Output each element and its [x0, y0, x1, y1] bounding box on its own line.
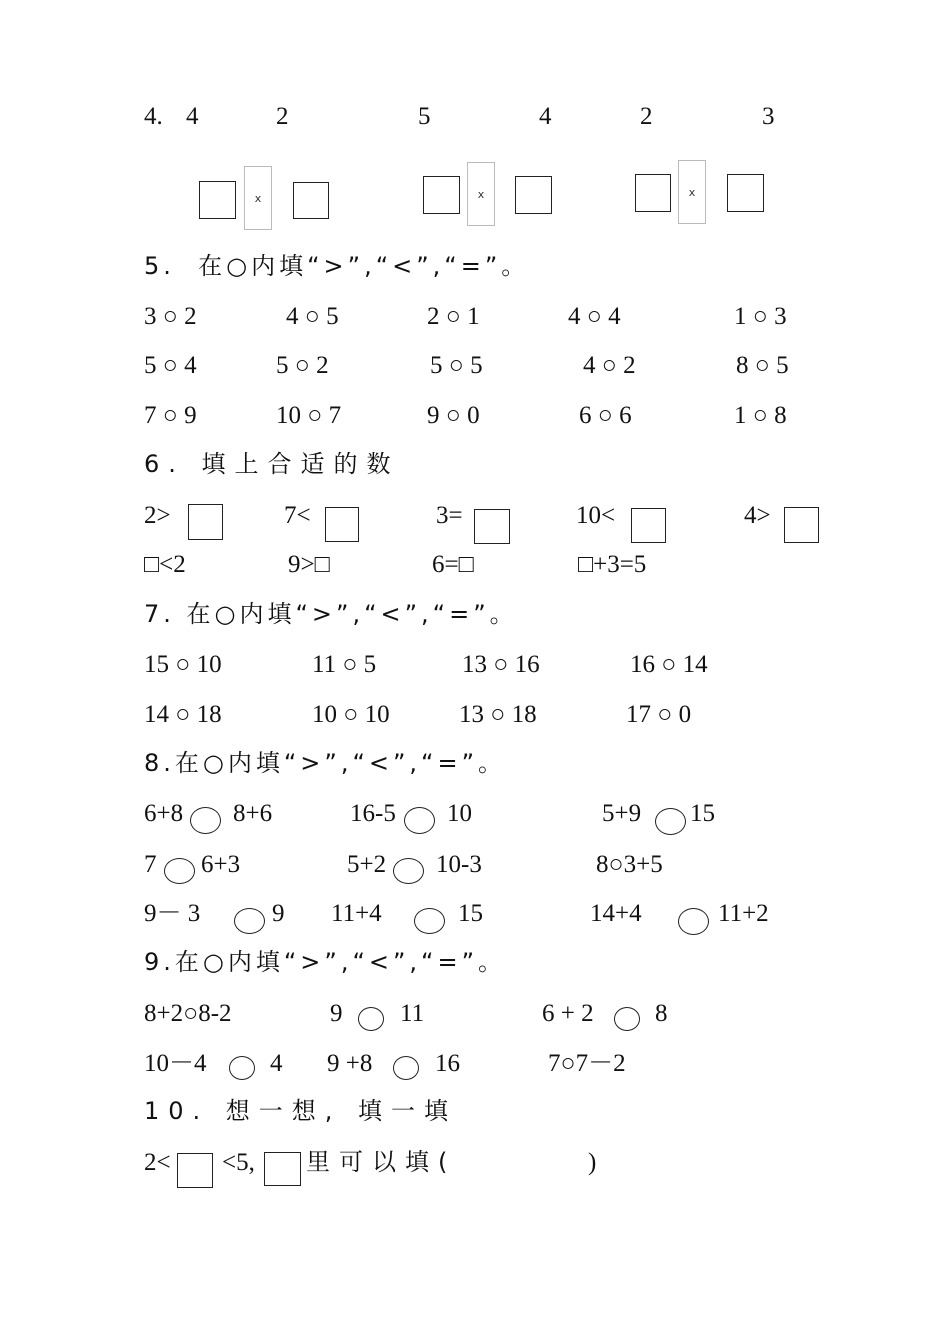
- q6-item: 6=□: [432, 551, 474, 578]
- q8-expr: 11+4: [331, 900, 382, 927]
- q8-expr: 15: [690, 800, 715, 827]
- answer-box[interactable]: [631, 508, 666, 543]
- q4-num-5: 2: [640, 103, 653, 130]
- q5-title: 5. 在○内填“>”,“<”,“=”。: [144, 252, 530, 280]
- q8-expr: 9: [272, 900, 285, 927]
- q8-expr: 6+3: [201, 851, 241, 878]
- q5-item: 3 ○ 2: [144, 303, 197, 330]
- q7-item: 14 ○ 18: [144, 701, 222, 728]
- q5-item: 1 ○ 8: [734, 402, 787, 429]
- compare-circle[interactable]: [234, 908, 265, 934]
- answer-blank[interactable]: [480, 1150, 585, 1180]
- q4-label: 4.: [144, 103, 163, 130]
- q8-expr: 15: [458, 900, 483, 927]
- q7-item: 17 ○ 0: [626, 701, 692, 728]
- q6-item: 10<: [576, 502, 616, 529]
- q10-title: 10. 想一想, 填一填: [144, 1097, 458, 1125]
- q9-expr: 4: [270, 1050, 283, 1077]
- answer-box[interactable]: [727, 174, 764, 212]
- compare-circle[interactable]: [655, 808, 686, 835]
- q5-item: 7 ○ 9: [144, 402, 197, 429]
- operator-hint-box: [678, 160, 706, 224]
- q9-expr: 16: [435, 1050, 460, 1077]
- hint-glyph: ⅹ: [477, 187, 485, 201]
- compare-circle[interactable]: [393, 1056, 419, 1080]
- q7-item: 16 ○ 14: [630, 651, 708, 678]
- q5-item: 10 ○ 7: [276, 402, 342, 429]
- q5-item: 5 ○ 2: [276, 352, 329, 379]
- q8-expr: 7: [144, 851, 157, 878]
- answer-box[interactable]: [264, 1152, 301, 1186]
- answer-box[interactable]: [423, 176, 460, 214]
- answer-box[interactable]: [474, 509, 510, 544]
- q8-expr: 5+2: [347, 851, 387, 878]
- q10-text: <5,: [222, 1149, 255, 1176]
- answer-box[interactable]: [784, 507, 819, 543]
- answer-box[interactable]: [188, 504, 223, 540]
- q7-item: 15 ○ 10: [144, 651, 222, 678]
- q9-expr: 8+2○8-2: [144, 1000, 232, 1027]
- compare-circle[interactable]: [404, 807, 435, 834]
- answer-box[interactable]: [293, 182, 329, 219]
- q6-item: 2>: [144, 502, 171, 529]
- q5-item: 9 ○ 0: [427, 402, 480, 429]
- q5-item: 8 ○ 5: [736, 352, 789, 379]
- q6-item: □+3=5: [578, 551, 647, 578]
- q8-expr: 8+6: [233, 800, 273, 827]
- q6-item: 7<: [284, 502, 311, 529]
- compare-circle[interactable]: [358, 1007, 384, 1031]
- q8-expr: 9－ 3: [144, 900, 201, 927]
- operator-hint-box: [467, 162, 495, 226]
- q6-title: 6. 填上合适的数: [144, 450, 400, 478]
- q5-item: 4 ○ 2: [583, 352, 636, 379]
- compare-circle[interactable]: [164, 858, 195, 884]
- q9-expr: 9: [330, 1000, 343, 1027]
- q7-item: 13 ○ 18: [459, 701, 537, 728]
- q5-item: 2 ○ 1: [427, 303, 480, 330]
- answer-box[interactable]: [177, 1153, 213, 1188]
- q7-item: 13 ○ 16: [462, 651, 540, 678]
- q8-title: 8.在○内填“>”,“<”,“=”。: [144, 749, 507, 777]
- q6-item: □<2: [144, 551, 186, 578]
- q9-expr: 8: [655, 1000, 668, 1027]
- compare-circle[interactable]: [678, 908, 709, 935]
- q10-text: 里可以填(: [306, 1148, 457, 1176]
- compare-circle[interactable]: [614, 1007, 640, 1031]
- answer-box[interactable]: [515, 176, 552, 214]
- q7-title: 7. 在○内填“>”,“<”,“=”。: [144, 600, 518, 628]
- q9-expr: 7○7－2: [548, 1050, 626, 1077]
- q10-text: 2<: [144, 1149, 171, 1176]
- answer-box[interactable]: [635, 174, 671, 212]
- hint-glyph: ⅹ: [688, 185, 696, 199]
- q9-expr: 6 + 2: [542, 1000, 594, 1027]
- q5-item: 5 ○ 4: [144, 352, 197, 379]
- q8-expr: 5+9: [602, 800, 642, 827]
- q5-item: 5 ○ 5: [430, 352, 483, 379]
- compare-circle[interactable]: [414, 908, 445, 934]
- q4-num-1: 4: [186, 103, 199, 130]
- hint-glyph: ⅹ: [254, 191, 262, 205]
- q6-item: 9>□: [288, 551, 330, 578]
- compare-circle[interactable]: [393, 858, 424, 884]
- q5-item: 4 ○ 4: [568, 303, 621, 330]
- q9-expr: 10－4: [144, 1050, 207, 1077]
- q4-num-3: 5: [418, 103, 431, 130]
- q9-expr: 9 +8: [327, 1050, 373, 1077]
- q8-expr: 11+2: [718, 900, 769, 927]
- answer-box[interactable]: [199, 181, 236, 219]
- q10-close-paren: ): [588, 1149, 597, 1176]
- q7-item: 11 ○ 5: [312, 651, 377, 678]
- q8-expr: 8○3+5: [596, 851, 663, 878]
- operator-hint-box: [244, 166, 272, 230]
- q8-expr: 10: [447, 800, 472, 827]
- q4-num-2: 2: [276, 103, 289, 130]
- compare-circle[interactable]: [229, 1056, 255, 1080]
- q7-item: 10 ○ 10: [312, 701, 390, 728]
- q8-expr: 16-5: [350, 800, 396, 827]
- q6-item: 4>: [744, 502, 771, 529]
- q5-item: 4 ○ 5: [286, 303, 339, 330]
- answer-box[interactable]: [325, 507, 359, 542]
- compare-circle[interactable]: [190, 807, 221, 834]
- q5-item: 6 ○ 6: [579, 402, 632, 429]
- q5-item: 1 ○ 3: [734, 303, 787, 330]
- q4-num-4: 4: [539, 103, 552, 130]
- q6-item: 3=: [436, 502, 463, 529]
- q9-expr: 11: [400, 1000, 425, 1027]
- q4-num-6: 3: [762, 103, 775, 130]
- q8-expr: 6+8: [144, 800, 184, 827]
- q9-title: 9.在○内填“>”,“<”,“=”。: [144, 948, 507, 976]
- q8-expr: 10-3: [436, 851, 482, 878]
- q8-expr: 14+4: [590, 900, 642, 927]
